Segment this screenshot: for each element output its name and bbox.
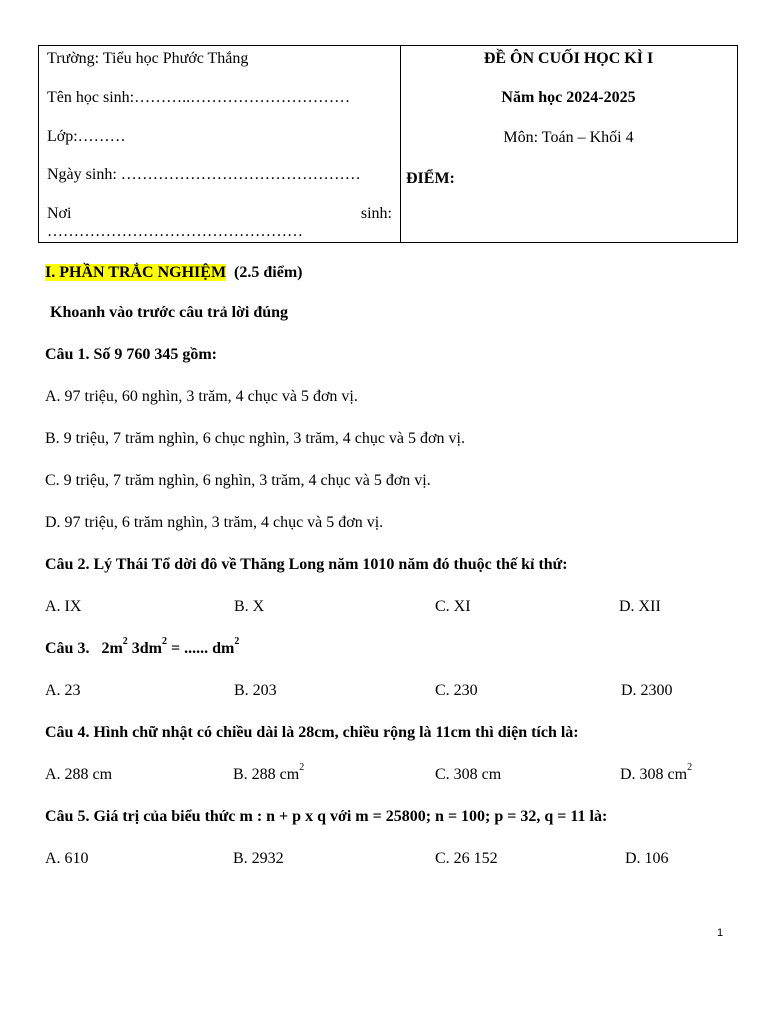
- q1-option-d: D. 97 triệu, 6 trăm nghìn, 3 trăm, 4 chục và 5 đơn vị.: [45, 514, 384, 531]
- q3-expr-3: = ...... dm: [167, 640, 235, 657]
- q5-option-b: B. 2932: [233, 850, 284, 867]
- q1-stem: Câu 1. Số 9 760 345 gồm:: [45, 346, 218, 363]
- exam-title: ĐỀ ÔN CUỐI HỌC KÌ I: [483, 50, 654, 67]
- q4-option-b-sup: 2: [299, 762, 305, 773]
- q5-option-c: C. 26 152: [435, 850, 498, 867]
- q3-label: Câu 3.: [45, 640, 90, 657]
- q3-expr-1: 2m: [101, 640, 123, 657]
- q3-expr-2: 3dm: [127, 640, 163, 657]
- score-label: ĐIỂM:: [406, 170, 455, 187]
- q3-option-b: B. 203: [234, 682, 277, 699]
- section-heading: [45, 264, 302, 282]
- q4-option-b-text: B. 288 cm: [233, 766, 300, 783]
- q5-option-d: D. 106: [625, 850, 669, 867]
- q3-option-c: C. 230: [435, 682, 478, 699]
- section-title: I. PHẦN TRẮC NGHIỆM: [45, 264, 227, 281]
- birthplace-label-left: Nơi: [47, 205, 72, 222]
- class-line: Lớp:………: [47, 128, 126, 145]
- birthplace-dots: …………………………………………: [47, 223, 303, 240]
- page-number: 1: [717, 927, 724, 939]
- school-year: Năm học 2024-2025: [501, 89, 636, 106]
- q1-option-c: C. 9 triệu, 7 trăm nghìn, 6 nghìn, 3 trăm, 4 chục và 5 đơn vị.: [45, 472, 431, 489]
- student-name-line: Tên học sinh:………..…………………………: [47, 89, 351, 106]
- q4-option-d: [620, 762, 693, 784]
- school-name: Trường: Tiểu học Phước Thắng: [47, 50, 249, 67]
- q2-stem: Câu 2. Lý Thái Tổ dời đô về Thăng Long năm 1010 năm đó thuộc thế kỉ thứ:: [45, 556, 568, 573]
- q4-option-d-sup: 2: [687, 762, 693, 773]
- q3-sup-2: 2: [162, 636, 168, 647]
- q4-option-a: A. 288 cm: [45, 766, 113, 783]
- q1-option-b: B. 9 triệu, 7 trăm nghìn, 6 chục nghìn, 3 trăm, 4 chục và 5 đơn vị.: [45, 430, 465, 447]
- dob-line: Ngày sinh: ………………………………………: [47, 166, 361, 183]
- q4-stem: Câu 4. Hình chữ nhật có chiều dài là 28cm, chiều rộng là 11cm thì diện tích là:: [45, 724, 579, 741]
- q4-option-b: [233, 762, 305, 784]
- q2-option-b: B. X: [234, 598, 265, 615]
- q2-option-d: D. XII: [619, 598, 661, 615]
- q3-sup-3: 2: [234, 636, 240, 647]
- q3-sup-1: 2: [122, 636, 128, 647]
- birthplace-label-right: sinh:: [360, 205, 392, 222]
- q3-option-d: D. 2300: [621, 682, 673, 699]
- q1-option-a: A. 97 triệu, 60 nghìn, 3 trăm, 4 chục và 5 đơn vị.: [45, 388, 358, 405]
- q5-stem: Câu 5. Giá trị của biểu thức m : n + p x q với m = 25800; n = 100; p = 32, q = 11 là:: [45, 808, 608, 825]
- student-info-cell: [39, 46, 401, 242]
- section-instruction: Khoanh vào trước câu trả lời đúng: [50, 304, 289, 321]
- q3-option-a: A. 23: [45, 682, 81, 699]
- q3-stem: [45, 636, 240, 658]
- header-table: [38, 45, 738, 243]
- q2-option-a: A. IX: [45, 598, 82, 615]
- section-points: (2.5 điểm): [234, 264, 303, 281]
- exam-info-cell: [400, 46, 737, 242]
- subject: Môn: Toán – Khối 4: [503, 129, 634, 146]
- q4-option-d-text: D. 308 cm: [620, 766, 688, 783]
- q4-option-c: C. 308 cm: [435, 766, 502, 783]
- q5-option-a: A. 610: [45, 850, 89, 867]
- q2-option-c: C. XI: [435, 598, 471, 615]
